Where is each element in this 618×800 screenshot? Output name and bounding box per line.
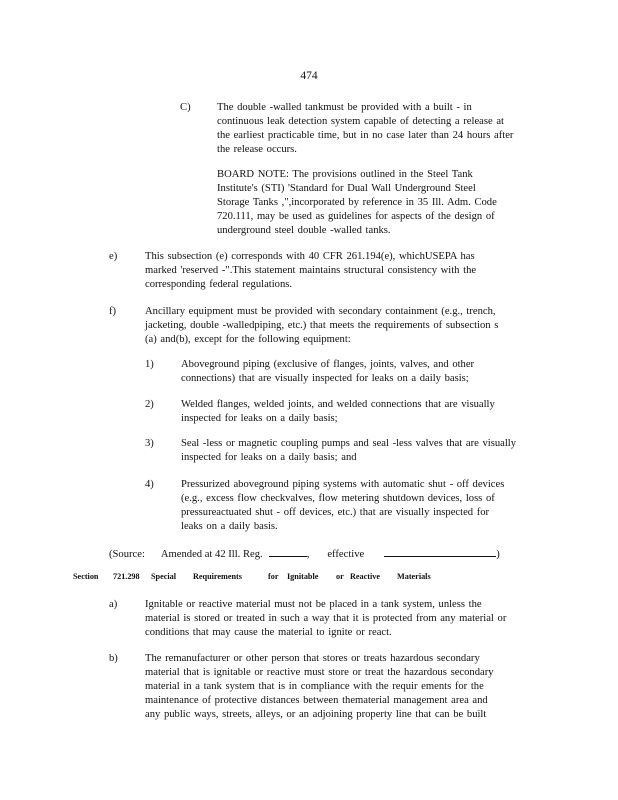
- item-e-label: e): [109, 251, 118, 262]
- section-number: 721.298: [113, 572, 140, 581]
- text-line: underground steel double -walled tanks.: [217, 225, 391, 236]
- section-title-word: Requirements: [193, 572, 242, 581]
- text-line: material in a tank system that is in compliance with the requir ements for the: [145, 681, 484, 692]
- sub-item-3-label: 3): [145, 438, 154, 449]
- text-line: material is stored or treated in such a way that it is protected from any material or: [145, 613, 507, 624]
- text-line: (e.g., excess flow checkvalves, flow metering shutdown devices, loss of: [181, 493, 495, 504]
- section-title-word: or: [336, 572, 344, 581]
- board-note: [217, 168, 537, 238]
- text-line: Seal -less or magnetic coupling pumps and seal -less valves that are visually: [181, 438, 517, 449]
- sub-item-3-text: [181, 437, 537, 465]
- source-amended: Amended at 42 Ill. Reg.: [160, 549, 263, 560]
- item-f-text: [145, 305, 540, 347]
- sub-item-1-text: [181, 358, 537, 386]
- section-title-word: Special: [151, 572, 177, 581]
- text-line: BOARD NOTE: The provisions outlined in the Steel Tank: [217, 169, 473, 180]
- text-line: any public ways, streets, alleys, or an adjoining property line that can be built: [145, 709, 487, 720]
- text-line: Storage Tanks ,",incorporated by reference in 35 Ill. Adm. Code: [217, 197, 497, 208]
- item-c-label: C): [180, 102, 191, 113]
- text-line: conditions that may cause the material to ignite or react.: [145, 627, 392, 638]
- text-line: Welded flanges, welded joints, and welded connections that are visually: [181, 399, 495, 410]
- text-line: inspected for leaks on a daily basis; and: [181, 452, 357, 463]
- text-line: 720.111, may be used as guidelines for aspects of the design of: [217, 211, 495, 222]
- text-line: The double -walled tankmust be provided with a built - in: [217, 102, 472, 113]
- text-line: maintenance of protective distances between thematerial management area and: [145, 695, 488, 706]
- text-line: Institute's (STI) 'Standard for Dual Wall Underground Steel: [217, 183, 476, 194]
- source-comma: ,: [306, 549, 310, 560]
- item-b-label: b): [109, 653, 118, 664]
- section-title-word: for: [268, 572, 279, 581]
- text-line: continuous leak detection system capable of detecting a release at: [217, 116, 504, 127]
- text-line: The remanufacturer or other person that stores or treats hazardous secondary: [145, 653, 480, 664]
- item-a-text: [145, 598, 540, 640]
- source-effective: effective: [327, 549, 365, 560]
- section-title-word: Ignitable: [287, 572, 319, 581]
- sub-item-1-label: 1): [145, 359, 154, 370]
- item-a-label: a): [109, 599, 118, 610]
- item-c-text: [217, 101, 537, 157]
- section-title-word: Reactive: [350, 572, 381, 581]
- text-line: the release occurs.: [217, 144, 297, 155]
- sub-item-2-label: 2): [145, 399, 154, 410]
- sub-item-4-label: 4): [145, 479, 154, 490]
- text-line: the earliest practicable time, but in no case later than 24 hours after: [217, 130, 514, 141]
- text-line: corresponding federal regulations.: [145, 279, 293, 290]
- section-word: Section: [73, 572, 99, 581]
- text-line: This subsection (e) corresponds with 40 CFR 261.194(e), whichUSEPA has: [145, 251, 475, 262]
- text-line: connections) that are visually inspected for leaks on a daily basis;: [181, 373, 469, 384]
- text-line: inspected for leaks on a daily basis;: [181, 413, 338, 424]
- text-line: (a) and(b), except for the following equipment:: [145, 334, 351, 345]
- effective-date-blank: [384, 546, 496, 557]
- sub-item-2-text: [181, 398, 537, 426]
- text-line: Ancillary equipment must be provided with secondary containment (e.g., trench,: [145, 306, 496, 317]
- page-number: 474: [300, 70, 318, 82]
- text-line: Pressurized aboveground piping systems with automatic shut - off devices: [181, 479, 505, 490]
- text-line: Ignitable or reactive material must not be placed in a tank system, unless the: [145, 599, 482, 610]
- item-e-text: [145, 250, 535, 292]
- text-line: Aboveground piping (exclusive of flanges, joints, valves, and other: [181, 359, 475, 370]
- item-f-label: f): [109, 306, 117, 317]
- item-b-text: [145, 652, 525, 722]
- text-line: leaks on a daily basis.: [181, 521, 278, 532]
- source-open: (Source:: [109, 549, 145, 560]
- text-line: marked 'reserved -".This statement maintains structural consistency with the: [145, 265, 477, 276]
- source-note: [109, 546, 500, 562]
- text-line: pressureactuated shut - off devices, etc.) that are visually inspected for: [181, 507, 490, 518]
- text-line: material that is ignitable or reactive must store or treat the hazardous secondary: [145, 667, 494, 678]
- text-line: jacketing, double -walledpiping, etc.) that meets the requirements of subsection s: [145, 320, 499, 331]
- sub-item-4-text: [181, 478, 529, 534]
- section-title-word: Materials: [397, 572, 431, 581]
- source-close: ): [496, 549, 500, 560]
- reg-blank: [269, 546, 307, 557]
